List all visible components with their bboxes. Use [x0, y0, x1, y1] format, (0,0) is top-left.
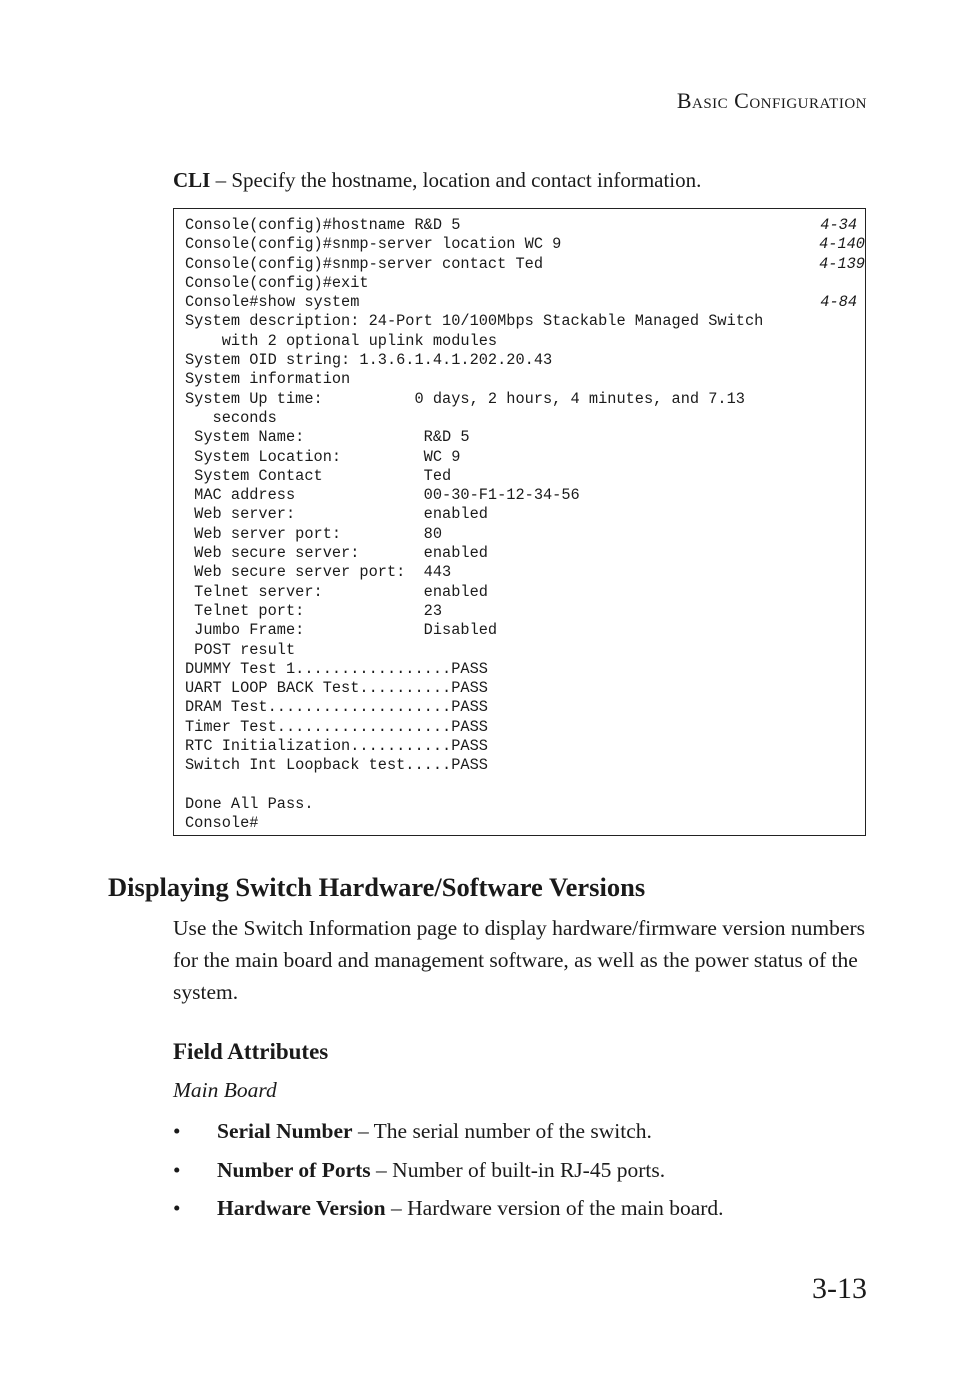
code-line: System OID string: 1.3.6.1.4.1.202.20.43 [185, 351, 553, 370]
code-line [185, 293, 857, 312]
bullet-icon: • [173, 1119, 181, 1143]
page-reference: 4-34 [820, 216, 857, 234]
code-line: Timer Test...................PASS [185, 717, 488, 736]
code-text: Console(config)#hostname R&D 5 [185, 216, 461, 234]
section-paragraph: Use the Switch Information page to display hardware/firmware version numbers for the main board and management software, as well as the power status of the system. [173, 916, 865, 1004]
code-line: System Location: WC 9 [185, 447, 461, 466]
bullet-desc: – Number of built-in RJ-45 ports. [370, 1157, 666, 1182]
code-line: POST result [185, 640, 296, 659]
cli-intro [173, 168, 701, 193]
main-board-subheading: Main Board [173, 1078, 277, 1102]
section-heading: Displaying Switch Hardware/Software Versions [108, 872, 646, 902]
list-item [173, 1155, 866, 1194]
bullet-text [217, 1193, 724, 1223]
code-line: Jumbo Frame: Disabled [185, 621, 498, 640]
code-line: with 2 optional uplink modules [185, 331, 498, 350]
bullet-term: Serial Number [217, 1119, 353, 1143]
code-line: System Name: R&D 5 [185, 428, 470, 447]
page-reference: 4-84 [820, 293, 857, 312]
list-item [173, 1116, 866, 1155]
code-line [185, 254, 865, 274]
code-text: Console(config)#snmp-server location WC 9 [185, 235, 562, 254]
code-line: Web server: enabled [185, 505, 488, 524]
code-example-box [173, 208, 866, 836]
bullet-text [217, 1155, 665, 1185]
code-line: Console# [185, 814, 259, 833]
bullet-desc: – The serial number of the switch. [352, 1119, 652, 1143]
running-head: Basic Configuration [676, 88, 867, 113]
code-line: RTC Initialization...........PASS [185, 737, 488, 756]
code-line: System information [185, 370, 351, 389]
list-item [173, 1193, 866, 1232]
code-line: DRAM Test....................PASS [185, 698, 488, 717]
code-line: System description: 24-Port 10/100Mbps Stackable Managed Switch [185, 312, 764, 331]
code-line: Done All Pass. [185, 794, 314, 813]
field-attributes-heading: Field Attributes [173, 1039, 329, 1064]
bullet-icon: • [173, 1196, 181, 1220]
code-line: System Up time: 0 days, 2 hours, 4 minutes, and 7.13 [185, 389, 745, 408]
code-line: DUMMY Test 1.................PASS [185, 659, 488, 678]
code-line: Switch Int Loopback test.....PASS [185, 756, 488, 775]
page-reference: 4-139 [819, 254, 865, 273]
code-line [185, 235, 865, 254]
code-line: UART LOOP BACK Test..........PASS [185, 679, 488, 698]
code-line [185, 274, 857, 293]
page-reference: 4-140 [819, 235, 865, 254]
code-line: Telnet port: 23 [185, 601, 443, 620]
code-line: seconds [185, 408, 277, 427]
code-line: Telnet server: enabled [185, 582, 488, 601]
code-text: Console#show system [185, 293, 360, 312]
code-line: Web secure server port: 443 [185, 563, 452, 582]
bullet-term: Number of Ports [217, 1157, 371, 1182]
bullet-icon: • [173, 1157, 181, 1182]
bullet-term: Hardware Version [217, 1196, 386, 1220]
code-text: Console(config)#exit [185, 273, 369, 292]
code-line [185, 776, 857, 795]
code-text: Console(config)#snmp-server contact Ted [185, 254, 544, 273]
bullet-desc: – Hardware version of the main board. [385, 1196, 724, 1220]
code-line: Web server port: 80 [185, 524, 443, 543]
code-line: MAC address 00-30-F1-12-34-56 [185, 486, 580, 505]
page-number: 3-13 [812, 1272, 867, 1305]
code-line: Web secure server: enabled [185, 544, 488, 563]
bullet-text [217, 1116, 652, 1146]
cli-intro-text: – Specify the hostname, location and contact information. [210, 168, 702, 192]
cli-label: CLI [173, 168, 211, 192]
code-line [185, 216, 857, 235]
attribute-list [173, 1116, 866, 1232]
code-line: System Contact Ted [185, 466, 452, 485]
